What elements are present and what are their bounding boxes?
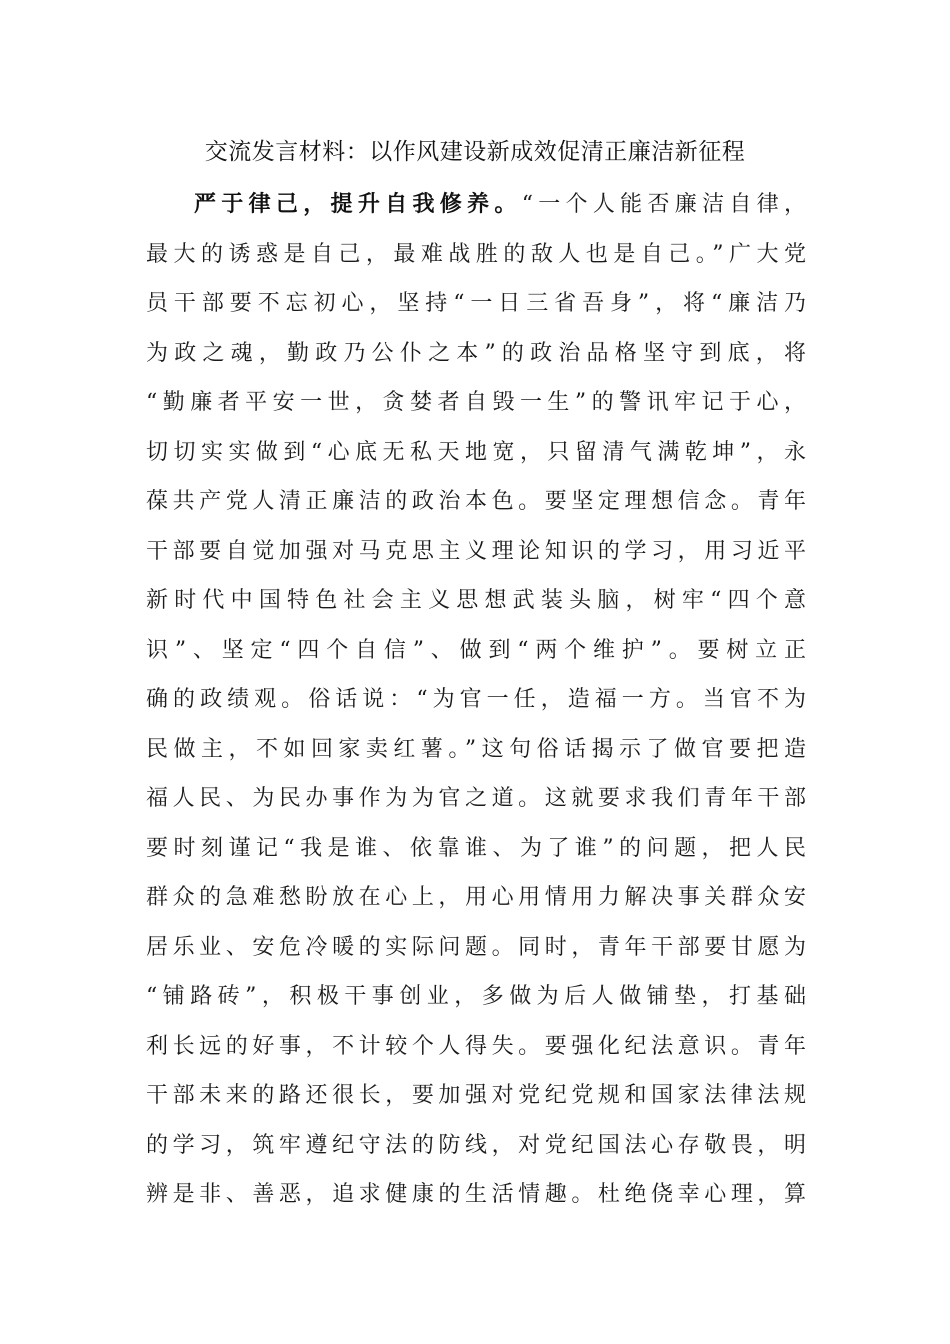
document-title: 交流发言材料：以作风建设新成效促清正廉洁新征程 [204, 139, 746, 165]
paragraph-line: 居乐业、安危冷暖的实际问题。同时，青年干部要甘愿为 [146, 934, 806, 960]
paragraph-line: 最大的诱惑是自己，最难战胜的敌人也是自己。”广大党 [146, 241, 806, 267]
line-text: “一个人能否廉洁自律， [521, 192, 806, 217]
paragraph-line: 要时刻谨记“我是谁、依靠谁、为了谁”的问题，把人民 [146, 835, 806, 861]
paragraph-line [146, 180, 806, 230]
paragraph-line: 辨是非、善恶，追求健康的生活情趣。杜绝侥幸心理，算 [146, 1182, 806, 1207]
paragraph-line: 群众的急难愁盼放在心上，用心用情用力解决事关群众安 [146, 885, 806, 910]
paragraph-line: “勤廉者平安一世，贪婪者自毁一生”的警讯牢记于心， [146, 390, 806, 415]
paragraph-line: 确的政绩观。俗话说：“为官一任，造福一方。当官不为 [146, 687, 806, 712]
paragraph-line: “铺路砖”，积极干事创业，多做为后人做铺垫，打基础 [146, 984, 806, 1009]
paragraph-line: 民做主，不如回家卖红薯。”这句俗话揭示了做官要把造 [146, 736, 806, 762]
paragraph-line: 识”、坚定“四个自信”、做到“两个维护”。要树立正 [146, 637, 806, 663]
paragraph-line: 葆共产党人清正廉洁的政治本色。要坚定理想信念。青年 [146, 489, 806, 514]
paragraph-line: 为政之魂，勤政乃公仆之本”的政治品格坚守到底，将 [146, 340, 806, 366]
paragraph-line: 干部要自觉加强对马克思主义理论知识的学习，用习近平 [146, 538, 806, 564]
paragraph-line: 的学习，筑牢遵纪守法的防线，对党纪国法心存敬畏，明 [146, 1132, 806, 1158]
paragraph-line: 切切实实做到“心底无私天地宽，只留清气满乾坤”，永 [146, 439, 806, 465]
paragraph-line: 新时代中国特色社会主义思想武装头脑，树牢“四个意 [146, 588, 806, 613]
paragraph-line: 利长远的好事，不计较个人得失。要强化纪法意识。青年 [146, 1033, 806, 1059]
paragraph-line: 福人民、为民办事作为为官之道。这就要求我们青年干部 [146, 786, 806, 811]
lead-heading: 严于律己，提升自我修养。 [194, 192, 522, 217]
body-text [146, 180, 806, 1220]
paragraph-line: 员干部要不忘初心，坚持“一日三省吾身”，将“廉洁乃 [146, 291, 806, 316]
paragraph-line: 干部未来的路还很长，要加强对党纪党规和国家法律法规 [146, 1083, 806, 1108]
